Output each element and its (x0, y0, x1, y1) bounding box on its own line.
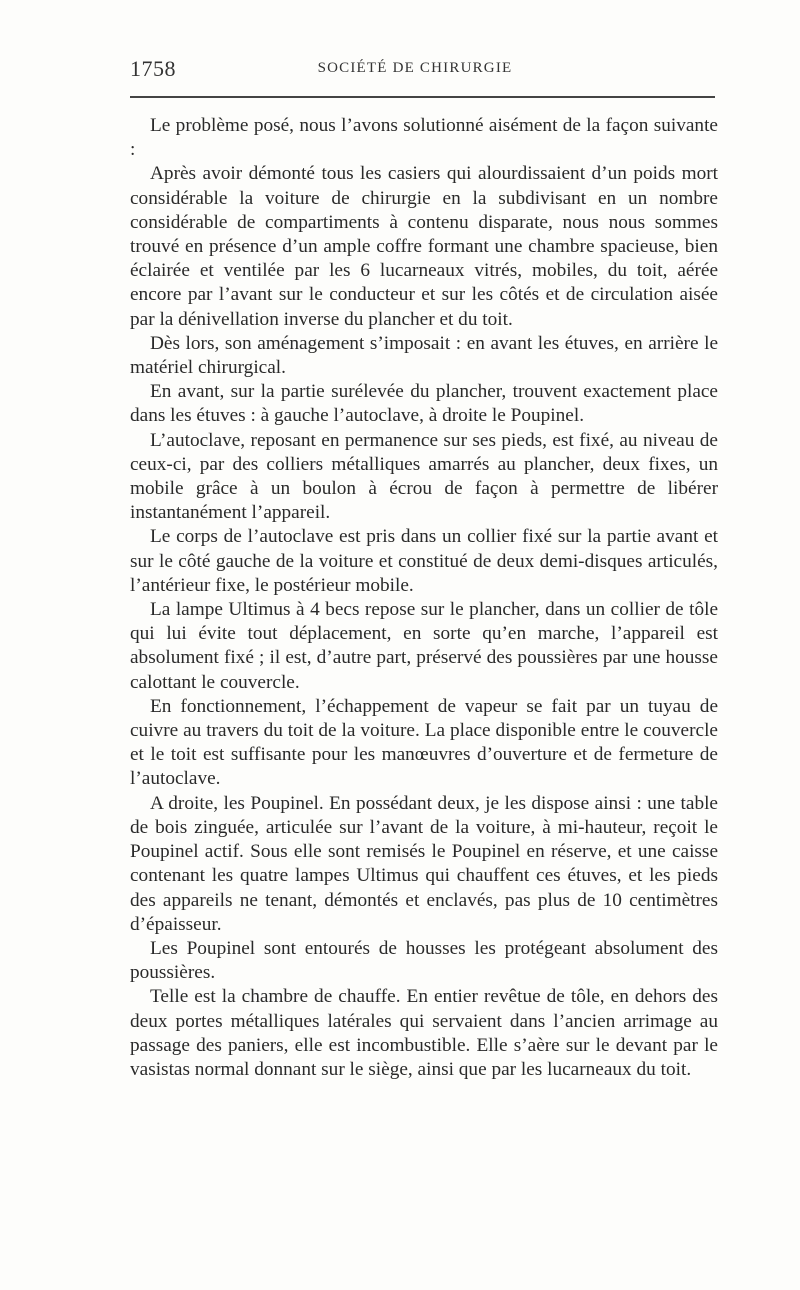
page-number: 1758 (130, 56, 176, 81)
paragraph: Telle est la chambre de chauffe. En entier revêtue de tôle, en dehors des deux portes métalliques latérales qui servaient dans l’ancien arrimage au passage des paniers, elle est incombustible. Elle s’aère sur le devant par le vasistas normal donnant sur le siège, ainsi que par les lucarneaux du toit. (130, 986, 718, 1080)
paragraph: L’autoclave, reposant en permanence sur ses pieds, est fixé, au niveau de ceux-ci, par des colliers métalliques amarrés au plancher, deux fixes, un mobile grâce à un boulon à écrou de façon à permettre de libérer instantanément l’appareil. (130, 429, 718, 524)
paragraph: A droite, les Poupinel. En possédant deux, je les dispose ainsi : une table de bois zinguée, articulée sur l’avant de la voiture, à mi-hauteur, reçoit le Poupinel actif. Sous elle sont remisés le Poupinel en réserve, et une caisse contenant les quatre lampes Ultimus qui chauffent ces étuves, et les pieds des appareils ne tenant, démontés et enclavés, pas plus de 10 centimètres d’épaisseur. (130, 792, 718, 935)
header-rule (130, 96, 715, 98)
paragraph: En fonctionnement, l’échappement de vapeur se fait par un tuyau de cuivre au travers du toit de la voiture. La place disponible entre le couvercle et le toit est suffisante pour les manœuvres d’ouverture et de fermeture de l’autoclave. (130, 695, 718, 790)
running-head: SOCIÉTÉ DE CHIRURGIE (317, 60, 513, 76)
paragraph: Le corps de l’autoclave est pris dans un collier fixé sur la partie avant et sur le côté gauche de la voiture et constitué de deux demi-disques articulés, l’antérieur fixe, le postérieur mobile. (130, 526, 718, 596)
paragraph: En avant, sur la partie surélevée du plancher, trouvent exactement place dans les étuves : à gauche l’autoclave, à droite le Poupinel. (130, 381, 718, 427)
paragraph: La lampe Ultimus à 4 becs repose sur le plancher, dans un collier de tôle qui lui évite tout déplacement, en sorte qu’en marche, l’appareil est absolument fixé ; il est, d’autre part, préservé des poussières par une housse calottant le couvercle. (130, 599, 718, 693)
body-text (130, 114, 718, 1082)
paragraph: Le problème posé, nous l’avons solutionné aisément de la façon suivante : (130, 115, 718, 161)
paragraph: Les Poupinel sont entourés de housses les protégeant absolument des poussières. (130, 937, 718, 984)
paragraph: Dès lors, son aménagement s’imposait : en avant les étuves, en arrière le matériel chirurgical. (130, 332, 718, 379)
paragraph: Après avoir démonté tous les casiers qui alourdissaient d’un poids mort considérable la voiture de chirurgie en la subdivisant en un nombre considérable de compartiments à contenu disparate, nous nous sommes trouvé en présence d’un ample coffre formant une chambre spacieuse, bien éclairée et ventilée par les 6 lucarneaux vitrés, mobiles, du toit, aérée encore par l’avant sur le conducteur et sur les côtés et de circulation aisée par la dénivellation inverse du plancher et du toit. (130, 163, 718, 330)
